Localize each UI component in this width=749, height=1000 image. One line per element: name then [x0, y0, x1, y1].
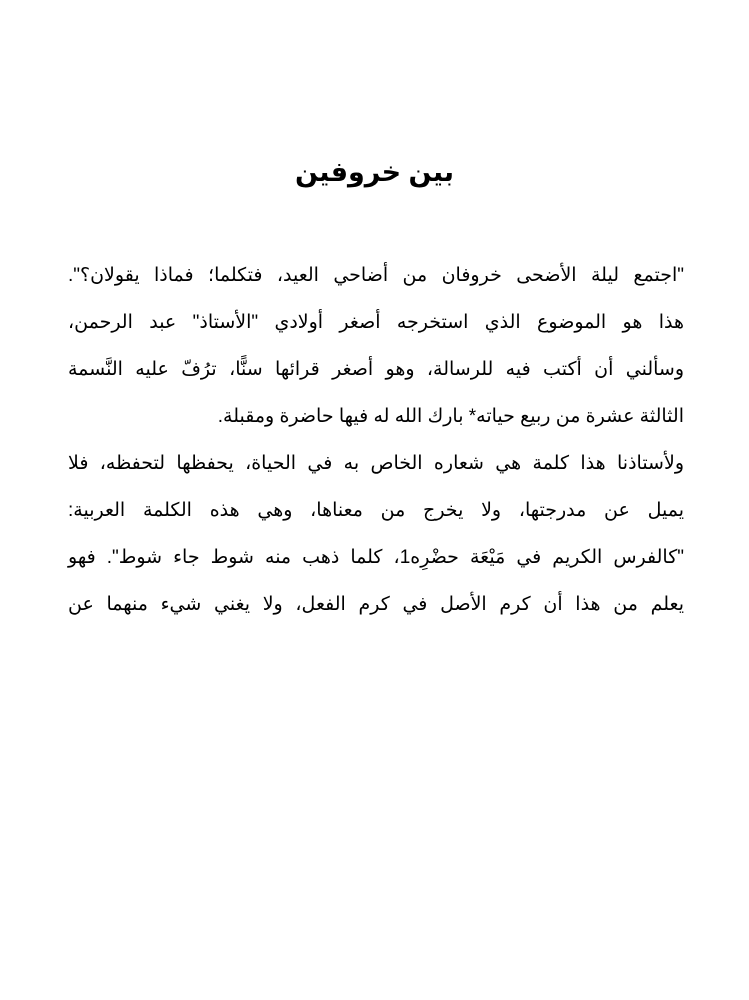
body-line: يعلم من هذا أن كرم الأصل في كرم الفعل، ولا يغني شيء منهما عن: [68, 594, 684, 615]
body-line: وسألني أن أكتب فيه للرسالة، وهو أصغر قرائها سنًّا، ترُفّ عليه النَّسمة: [68, 359, 684, 380]
article-title: بين خروفين: [295, 157, 454, 187]
article-body: [68, 252, 684, 628]
body-line: الثالثة عشرة من ربيع حياته* بارك الله له فيها حاضرة ومقبلة.: [217, 406, 684, 427]
body-line: ولأستاذنا هذا كلمة هي شعاره الخاص به في الحياة، يحفظها لتحفظه، فلا: [68, 453, 684, 474]
body-line: "كالفرس الكريم في مَيْعَة حضْرِه1، كلما ذهب منه شوط جاء شوط". فهو: [68, 547, 684, 568]
body-line: يميل عن مدرجتها، ولا يخرج من معناها، وهي هذه الكلمة العربية:: [68, 500, 684, 521]
body-line: هذا هو الموضوع الذي استخرجه أصغر أولادي "الأستاذ" عبد الرحمن،: [68, 312, 684, 333]
body-line: "اجتمع ليلة الأضحى خروفان من أضاحي العيد، فتكلما؛ فماذا يقولان؟".: [68, 265, 684, 286]
